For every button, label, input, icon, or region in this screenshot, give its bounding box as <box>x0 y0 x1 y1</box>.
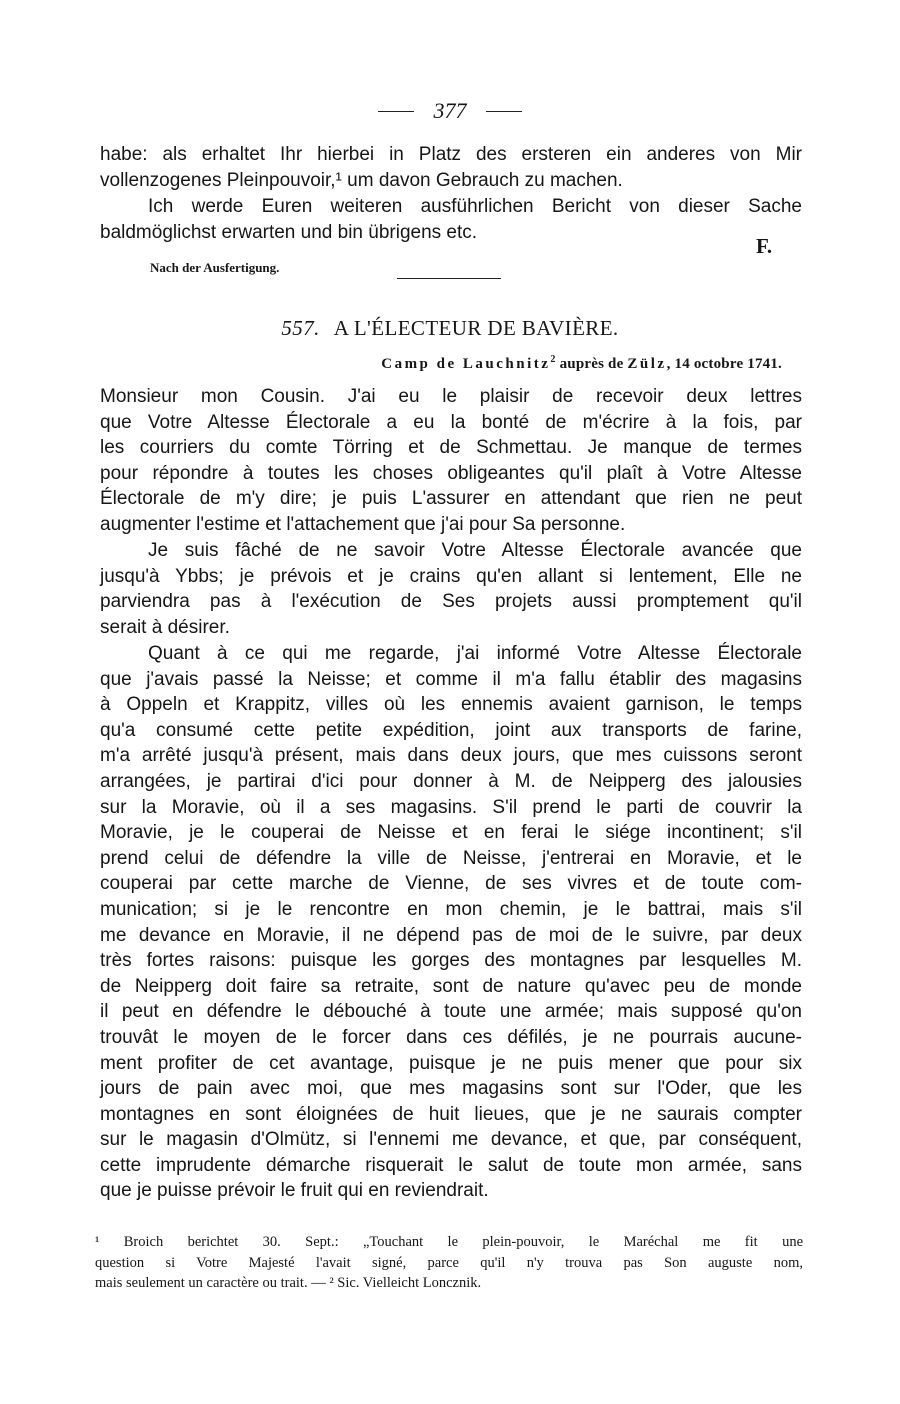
letter-number: 557. <box>281 316 320 340</box>
text-line: habe: als erhaltet Ihr hierbei in Platz des ersteren ein anderes von Mir <box>100 144 802 165</box>
text-line: augmenter l'estime et l'attachement que j'ai pour Sa personne. <box>100 513 626 535</box>
dateline-place-2: Zülz <box>627 356 667 372</box>
letter-paragraph-2 <box>100 538 802 640</box>
dateline-date: , 14 octobre 1741. <box>666 356 782 372</box>
text-line: vollenzogenes Pleinpouvoir,¹ um davon Gebrauch zu machen. <box>100 169 623 191</box>
text-line: serait à désirer. <box>100 616 230 638</box>
footnote-line: ¹ Broich berichtet 30. Sept.: „Touchant le plein-pouvoir, le Maréchal me fit une <box>95 1234 803 1250</box>
text-line: trouvât le moyen de le forcer dans ces défilés, je ne pourrais aucune- <box>100 1026 802 1048</box>
section-divider <box>397 278 501 279</box>
text-line: prend celui de défendre la ville de Neisse, j'entrerai en Moravie, et le <box>100 847 802 869</box>
previous-letter-paragraph-2 <box>100 194 802 245</box>
text-line: ment profiter de cet avantage, puisque je ne puis mener que pour six <box>100 1052 802 1074</box>
text-line: arrangées, je partirai d'ici pour donner à M. de Neipperg des jalousies <box>100 770 802 792</box>
text-line: me devance en Moravie, il ne dépend pas de moi de le suivre, par deux <box>100 924 802 946</box>
text-line: montagnes en sont éloignées de huit lieues, que je ne saurais compter <box>100 1103 802 1125</box>
signature: F. <box>756 234 773 258</box>
text-line: que Votre Altesse Électorale a eu la bonté de m'écrire à la fois, par <box>100 411 802 433</box>
dateline-place: Camp de Lauchnitz <box>381 356 551 372</box>
text-line: sur la Moravie, où il a ses magasins. S'il prend le parti de couvrir la <box>100 796 802 818</box>
text-line: que j'avais passé la Neisse; et comme il m'a fallu établir des magasins <box>100 668 802 690</box>
text-line: très fortes raisons: puisque les gorges des montagnes par lesquelles M. <box>100 950 802 972</box>
footnote-line: question si Votre Majesté l'avait signé, parce qu'il n'y trouva pas Son auguste nom, <box>95 1254 803 1271</box>
text-line: que je puisse prévoir le fruit qui en reviendrait. <box>100 1180 489 1202</box>
text-line: parviendra pas à l'exécution de Ses projets aussi promptement qu'il <box>100 591 802 613</box>
text-line: à Oppeln et Krappitz, villes où les ennemis avaient garnison, le temps <box>100 694 802 716</box>
text-line: de Neipperg doit faire sa retraite, sont de nature qu'avec peu de monde <box>100 975 802 997</box>
text-line: il peut en défendre le débouché à toute une armée; mais supposé qu'on <box>100 1001 802 1023</box>
text-line: Ich werde Euren weiteren ausführlichen Bericht von dieser Sache <box>148 196 802 217</box>
text-line: jusqu'à Ybbs; je prévois et je crains qu'en allant si lentement, Elle ne <box>100 565 802 587</box>
letter-title: A L'ÉLECTEUR DE BAVIÈRE. <box>333 316 619 340</box>
text-line: Je suis fâché de ne savoir Votre Altesse Électorale avancée que <box>148 540 802 561</box>
letter-paragraph-3 <box>100 641 802 1204</box>
text-line: pour répondre à toutes les choses obligeantes qu'il plaît à Votre Altesse <box>100 462 802 484</box>
footnotes <box>95 1232 803 1294</box>
previous-letter-paragraph-1 <box>100 142 802 193</box>
text-line: munication; si je le rencontre en mon chemin, je le battrai, mais s'il <box>100 898 802 920</box>
text-line: Moravie, je le couperai de Neisse et en ferai le siége incontinent; s'il <box>100 822 802 844</box>
text-line: qu'a consumé cette petite expédition, joint aux transports de farine, <box>100 719 802 741</box>
text-line: Quant à ce qui me regarde, j'ai informé Votre Altesse Électorale <box>148 643 802 664</box>
header-dash-right <box>486 111 522 112</box>
text-line: jours de pain avec moi, que mes magasins sont sur l'Oder, que les <box>100 1078 802 1100</box>
text-line: Électorale de m'y dire; je puis L'assurer en attendant que rien ne peut <box>100 488 802 510</box>
text-line: couperai par cette marche de Vienne, de ses vivres et de toute com- <box>100 873 802 895</box>
header-dash-left <box>378 111 414 112</box>
source-note: Nach der Ausfertigung. <box>150 260 280 275</box>
text-line: sur le magasin d'Olmütz, si l'ennemi me devance, et que, par conséquent, <box>100 1129 802 1151</box>
page-header <box>0 98 900 128</box>
letter-paragraph-1 <box>100 384 802 538</box>
dateline <box>292 356 782 373</box>
text-line: cette imprudente démarche risquerait le salut de toute mon armée, sans <box>100 1154 802 1176</box>
letter-heading <box>0 316 900 341</box>
footnote-marker: 2 <box>550 354 556 365</box>
text-line: Monsieur mon Cousin. J'ai eu le plaisir de recevoir deux lettres <box>100 386 802 407</box>
text-line: les courriers du comte Törring et de Schmettau. Je manque de termes <box>100 437 802 459</box>
text-line: baldmöglichst erwarten und bin übrigens etc. <box>100 221 478 243</box>
page-number: 377 <box>433 98 467 123</box>
dateline-connector: auprès de <box>555 356 628 372</box>
text-line: m'a arrêté jusqu'à présent, mais dans deux jours, que mes cuissons seront <box>100 745 802 767</box>
footnote-line: mais seulement un caractère ou trait. — ² Sic. Vielleicht Loncznik. <box>95 1275 482 1291</box>
